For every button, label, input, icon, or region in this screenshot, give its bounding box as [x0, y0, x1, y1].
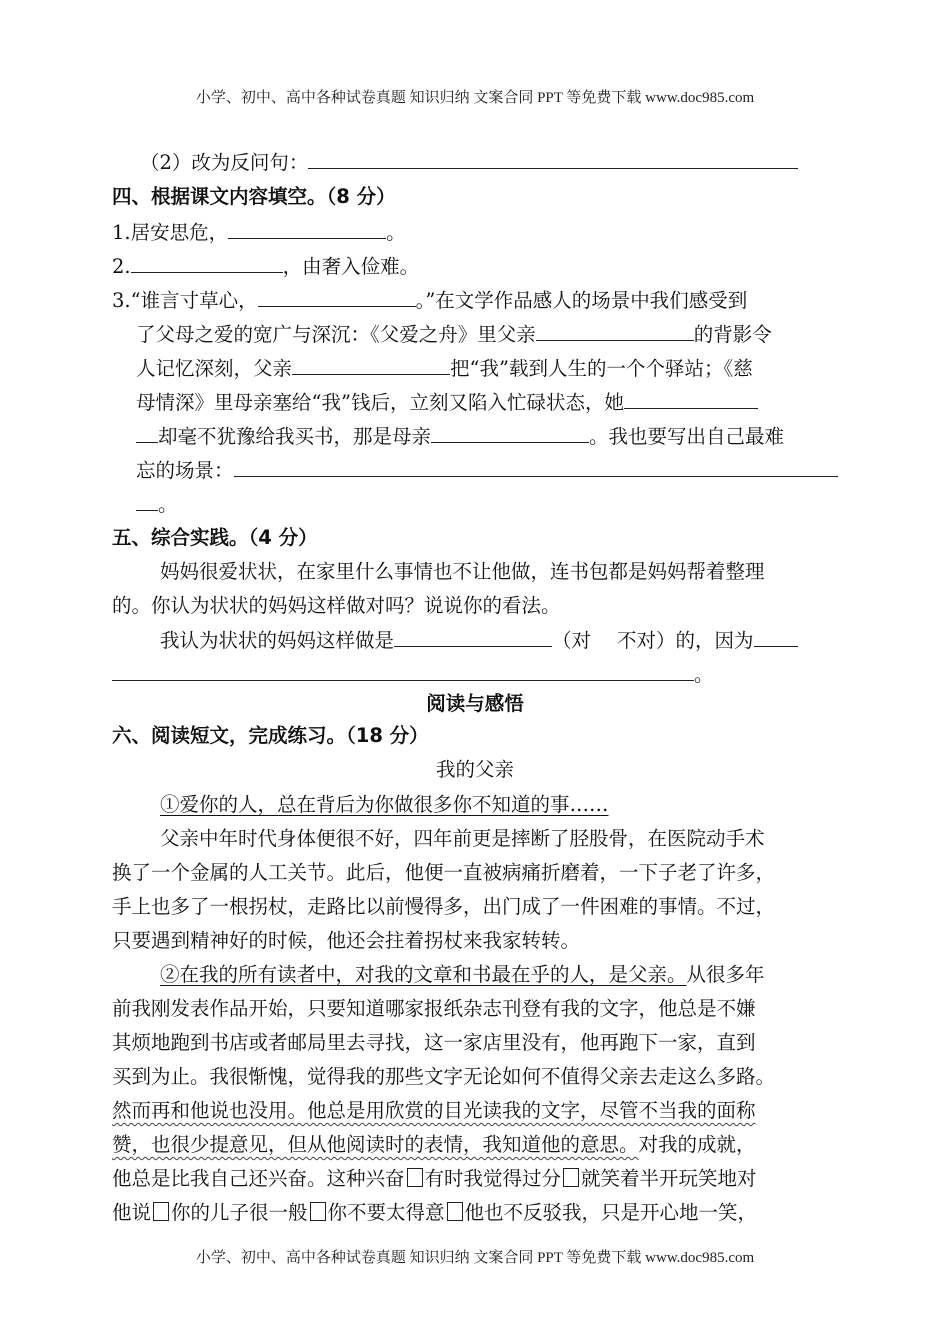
- fill-item-3-line: [136, 420, 784, 453]
- item-text: （对: [552, 629, 592, 652]
- fill-item-3-line: [136, 386, 758, 419]
- practice-answer-line: [112, 658, 714, 691]
- answer-blank[interactable]: [131, 250, 283, 273]
- passage-line: [160, 959, 765, 991]
- underlined-sentence: ①爱你的人，总在背后为你做很多你不知道的事……: [160, 793, 609, 816]
- answer-blank[interactable]: [234, 454, 838, 477]
- item-text: 3.“谁言寸草心，: [112, 289, 258, 312]
- answer-blank[interactable]: [136, 420, 158, 443]
- answer-blank[interactable]: [292, 352, 450, 375]
- answer-blank[interactable]: [308, 146, 798, 169]
- punctuation-box[interactable]: [563, 1168, 579, 1187]
- wavy-underlined-text: 然而再和他说也没用。他总是用欣赏的目光读我的文字，尽管不当我的面称: [112, 1099, 756, 1122]
- section-5-title: 五、综合实践。（4 分）: [112, 526, 318, 549]
- item-text: 却毫不犹豫给我买书，那是母亲: [158, 425, 432, 448]
- answer-blank[interactable]: [258, 284, 416, 307]
- passage-line: 前我刚发表作品开始，只要知道哪家报纸杂志刊登有我的文字，他总是不嫌: [112, 997, 756, 1020]
- answer-blank[interactable]: [624, 386, 758, 409]
- passage-title: 我的父亲: [435, 758, 514, 781]
- item-text: 对我的成就，: [638, 1133, 756, 1156]
- item-text: 你的儿子很一般: [171, 1201, 308, 1224]
- fill-item-1: [112, 216, 406, 249]
- passage-line: [112, 1095, 756, 1127]
- item-text: 母情深》里母亲塞给“我”钱后，立刻又陷入忙碌状态，她: [136, 391, 624, 414]
- item-text: 有时我觉得过分: [424, 1167, 562, 1190]
- practice-answer-line: [160, 624, 798, 657]
- answer-blank[interactable]: [136, 488, 158, 511]
- item-text: 。: [694, 663, 714, 686]
- page-footer: 小学、初中、高中各种试卷真题 知识归纳 文案合同 PPT 等免费下载 www.doc985.com: [195, 1250, 755, 1266]
- item-text: 人记忆深刻，父亲: [136, 357, 293, 380]
- fill-item-3-line: [136, 318, 772, 351]
- page-header: 小学、初中、高中各种试卷真题 知识归纳 文案合同 PPT 等免费下载 www.doc985.com: [195, 90, 755, 106]
- practice-paragraph: 妈妈很爱状状，在家里什么事情也不让他做，连书包都是妈妈帮着整理: [160, 560, 765, 583]
- passage-line: 其烦地跑到书店或者邮局里去寻找，这一家店里没有，他再跑下一家，直到: [112, 1031, 756, 1054]
- practice-paragraph: 的。你认为状状的妈妈这样做对吗？说说你的看法。: [112, 594, 561, 617]
- punctuation-box[interactable]: [407, 1168, 423, 1187]
- punctuation-box[interactable]: [310, 1202, 326, 1221]
- item-text: 不对）的，因为: [617, 629, 754, 652]
- fill-item-2: [112, 250, 419, 283]
- passage-line: 父亲中年时代身体便很不好，四年前更是摔断了胫股骨，在医院动手术: [160, 827, 765, 850]
- passage-line: 换了一个金属的人工关节。此后，他便一直被病痛折磨着，一下子老了许多，: [112, 861, 776, 884]
- section-6-title: 六、阅读短文，完成练习。（18 分）: [112, 724, 429, 747]
- passage-line: 手上也多了一根拐杖，走路比以前慢得多，出门成了一件困难的事情。不过，: [112, 895, 776, 918]
- passage-line: [160, 789, 609, 821]
- passage-line: [112, 1163, 757, 1195]
- answer-blank[interactable]: [431, 420, 589, 443]
- section-heading: 阅读与感悟: [426, 692, 524, 715]
- answer-blank[interactable]: [536, 318, 694, 341]
- item-text: 1.居安思危，: [112, 221, 229, 244]
- passage-line: 只要遇到精神好的时候，他还会拄着拐杖来我家转转。: [112, 929, 581, 952]
- fill-item-3-line: [136, 488, 178, 521]
- item-text: 。: [158, 493, 178, 516]
- answer-blank[interactable]: [394, 624, 552, 647]
- item-text: 。”在文学作品感人的场景中我们感受到: [415, 289, 748, 312]
- item-text: 。我也要写出自己最难: [589, 425, 785, 448]
- item-text: 把“我”载到人生的一个个驿站；《慈: [450, 357, 753, 380]
- passage-line: [112, 1197, 757, 1229]
- wavy-underlined-text: 赞，也很少提意见，但从他阅读时的表情，我知道他的意思。: [112, 1133, 639, 1156]
- item-text: 了父母之爱的宽广与深沉：《父爱之舟》里父亲: [136, 323, 536, 346]
- item-text: 他说: [112, 1201, 152, 1224]
- item-text: 忘的场景：: [136, 459, 234, 482]
- answer-blank[interactable]: [228, 216, 386, 239]
- answer-blank[interactable]: [754, 624, 798, 647]
- item-label: （2）改为反问句：: [140, 151, 309, 174]
- fill-item-3-line: [136, 454, 838, 487]
- item-text: 的背影令: [693, 323, 772, 346]
- section-4-title: 四、根据课文内容填空。（8 分）: [112, 185, 396, 208]
- punctuation-box[interactable]: [447, 1202, 463, 1221]
- item-text: 。: [386, 221, 406, 244]
- item-text: 就笑着半开玩笑地对: [581, 1167, 757, 1190]
- item-text: 他也不反驳我，只是开心地一笑，: [464, 1201, 758, 1224]
- underlined-sentence: ②在我的所有读者中，对我的文章和书最在乎的人，是父亲。: [160, 963, 687, 986]
- fill-item-3-line: [136, 352, 753, 385]
- punctuation-box[interactable]: [153, 1202, 169, 1221]
- item-text: 我认为状状的妈妈这样做是: [160, 629, 395, 652]
- item-text: 你不要太得意: [327, 1201, 445, 1224]
- passage-line: 买到为止。我很惭愧，觉得我的那些文字无论如何不值得父亲去走这么多路。: [112, 1065, 776, 1088]
- answer-blank[interactable]: [112, 658, 694, 681]
- item-text: ，由奢入俭难。: [282, 255, 420, 278]
- passage-line: [112, 1129, 756, 1161]
- item-text: 2.: [112, 255, 131, 278]
- fill-item-3: [112, 284, 747, 317]
- item-text: 从很多年: [686, 963, 765, 986]
- item-text: 他总是比我自己还兴奋。这种兴奋: [112, 1167, 405, 1190]
- rhetorical-question-line: [140, 146, 798, 179]
